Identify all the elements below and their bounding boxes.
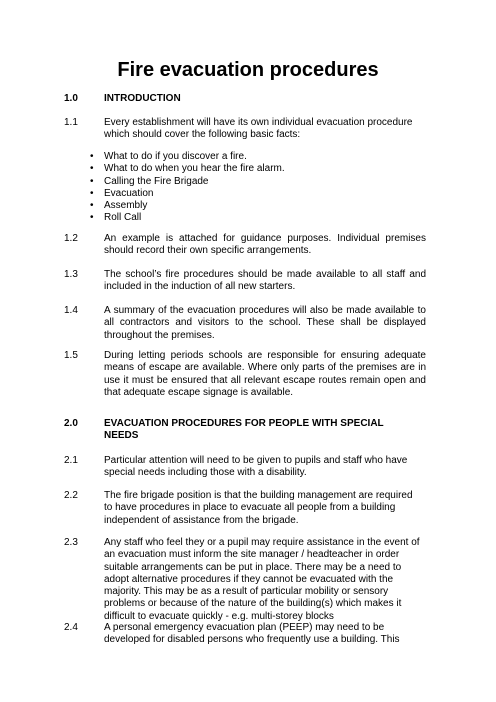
paragraph-number: 1.3: [64, 269, 78, 280]
paragraph-text: A summary of the evacuation procedures will also be made available to all contractors and visitors to the school. These shall be displayed throughout the premises.: [104, 305, 426, 341]
list-item-text: What to do if you discover a fire.: [104, 151, 247, 162]
section-number: 2.0: [64, 418, 78, 429]
list-item: [90, 200, 285, 212]
bullet-icon: •: [90, 175, 94, 187]
section-heading: EVACUATION PROCEDURES FOR PEOPLE WITH SPECIAL NEEDS: [104, 418, 384, 442]
list-item: [90, 212, 285, 224]
paragraph-text: The fire brigade position is that the building management are required to have procedures in place to evacuate all people from a building independent of assistance from the brigade.: [104, 490, 413, 526]
paragraph-text: Any staff who feel they or a pupil may require assistance in the event of an evacuation must inform the site manager / headteacher in order suitable arrangements can be put in place. There may be a need to adopt alternative procedures if they cannot be evacuated with the majority. This may be as a result of particular mobility or sensory problems or because of the nature of the building(s) which makes it difficult to evacuate quickly - e.g. multi-storey blocks: [104, 537, 420, 622]
paragraph-text: During letting periods schools are responsible for ensuring adequate means of escape are available. Where only parts of the premises are in use it must be ensured that all relevant escape routes remain open and that adequate escape signage is available.: [104, 350, 426, 398]
paragraph-number: 1.2: [64, 233, 78, 244]
bullet-list: [90, 151, 285, 225]
bullet-icon: •: [90, 187, 94, 199]
bullet-icon: •: [90, 163, 94, 175]
list-item-text: Assembly: [104, 200, 148, 212]
paragraph-text: A personal emergency evacuation plan (PEEP) may need to be developed for disabled persons who frequently use a building. This: [104, 622, 400, 646]
paragraph-text: The school’s fire procedures should be made available to all staff and included in the induction of all new starters.: [104, 269, 426, 293]
page-title: Fire evacuation procedures: [117, 59, 379, 81]
section-heading: INTRODUCTION: [104, 93, 181, 104]
paragraph-number: 2.1: [64, 455, 78, 466]
list-item-text: Evacuation: [104, 187, 154, 199]
section-number: 1.0: [64, 93, 78, 104]
paragraph-number: 2.3: [64, 537, 78, 548]
bullet-icon: •: [90, 200, 94, 212]
paragraph-number: 1.4: [64, 305, 78, 316]
list-item: [90, 188, 285, 200]
list-item-text: Calling the Fire Brigade: [104, 175, 209, 187]
bullet-icon: •: [90, 151, 94, 162]
paragraph-number: 1.5: [64, 350, 78, 361]
list-item: [90, 163, 285, 175]
bullet-icon: •: [90, 212, 94, 224]
paragraph-text: Every establishment will have its own individual evacuation procedure which should cover the following basic facts:: [104, 117, 413, 141]
paragraph-number: 1.1: [64, 117, 78, 128]
list-item-text: What to do when you hear the fire alarm.: [104, 163, 285, 175]
list-item-text: Roll Call: [104, 212, 142, 224]
paragraph-text: Particular attention will need to be given to pupils and staff who have special needs including those with a disability.: [104, 455, 408, 479]
list-item: [90, 176, 285, 188]
list-item: [90, 151, 285, 163]
paragraph-number: 2.4: [64, 622, 78, 633]
paragraph-text: An example is attached for guidance purposes. Individual premises should record their own specific arrangements.: [104, 233, 426, 257]
paragraph-number: 2.2: [64, 490, 78, 501]
